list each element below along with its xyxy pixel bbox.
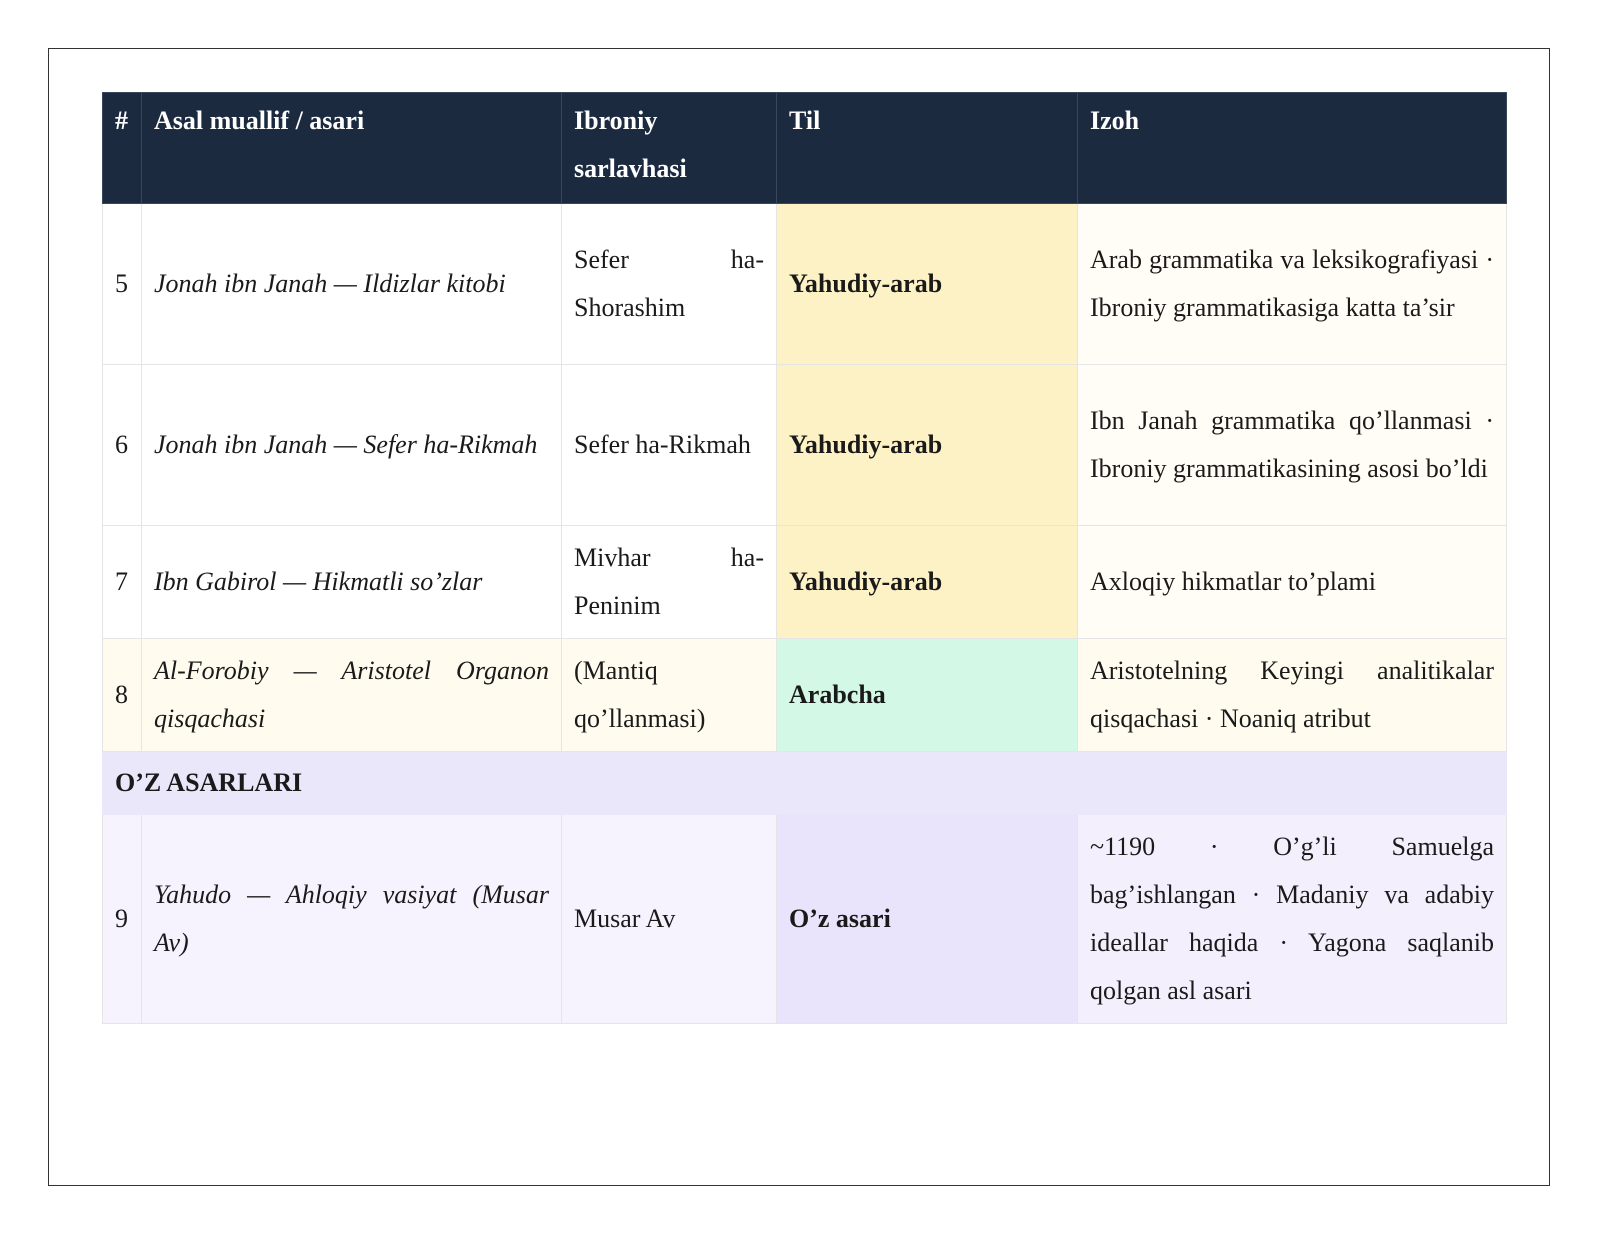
header-number: #: [103, 93, 142, 204]
row-number: 9: [103, 815, 142, 1024]
header-hebrew-title: Ibroniy sarlavhasi: [562, 93, 777, 204]
language-cell: Yahudiy-arab: [777, 204, 1078, 365]
table-header: [103, 93, 1507, 204]
author-cell: Ibn Gabirol — Hikmatli so’zlar: [142, 526, 562, 639]
note-cell: ~1190 · O’g’li Samuelga bag’ishlangan · Madaniy va adabiy ideallar haqida · Yagona saqlanib qolgan asl asari: [1078, 815, 1507, 1024]
author-cell: Jonah ibn Janah — Sefer ha-Rikmah: [142, 365, 562, 526]
language-cell: Yahudiy-arab: [777, 526, 1078, 639]
table-row: [103, 526, 1507, 639]
header-note: Izoh: [1078, 93, 1507, 204]
note-cell: Arab grammatika va leksikografiyasi · Ibroniy grammatikasiga katta ta’sir: [1078, 204, 1507, 365]
language-cell: Arabcha: [777, 639, 1078, 752]
header-row: [103, 93, 1507, 204]
table-row: [103, 204, 1507, 365]
row-number: 6: [103, 365, 142, 526]
section-heading: O’Z ASARLARI: [103, 752, 1507, 815]
hebrew-title-cell: Sefer ha-Rikmah: [562, 365, 777, 526]
hebrew-title-cell: Sefer ha-Shorashim: [562, 204, 777, 365]
section-row: [103, 752, 1507, 815]
row-number: 7: [103, 526, 142, 639]
table-row: [103, 815, 1507, 1024]
row-number: 5: [103, 204, 142, 365]
note-cell: Ibn Janah grammatika qo’llanmasi · Ibroniy grammatikasining asosi bo’ldi: [1078, 365, 1507, 526]
author-cell: Al-Forobiy — Aristotel Organon qisqachasi: [142, 639, 562, 752]
hebrew-title-cell: Musar Av: [562, 815, 777, 1024]
table-row: [103, 365, 1507, 526]
hebrew-title-cell: (Mantiq qo’llanmasi): [562, 639, 777, 752]
language-cell: O’z asari: [777, 815, 1078, 1024]
table-row: [103, 639, 1507, 752]
language-cell: Yahudiy-arab: [777, 365, 1078, 526]
row-number: 8: [103, 639, 142, 752]
author-cell: Yahudo — Ahloqiy vasiyat (Musar Av): [142, 815, 562, 1024]
note-cell: Axloqiy hikmatlar to’plami: [1078, 526, 1507, 639]
header-language: Til: [777, 93, 1078, 204]
header-author: Asal muallif / asari: [142, 93, 562, 204]
note-cell: Aristotelning Keyingi analitikalar qisqachasi · Noaniq atribut: [1078, 639, 1507, 752]
hebrew-title-cell: Mivhar ha-Peninim: [562, 526, 777, 639]
works-table: [102, 92, 1507, 1024]
author-cell: Jonah ibn Janah — Ildizlar kitobi: [142, 204, 562, 365]
